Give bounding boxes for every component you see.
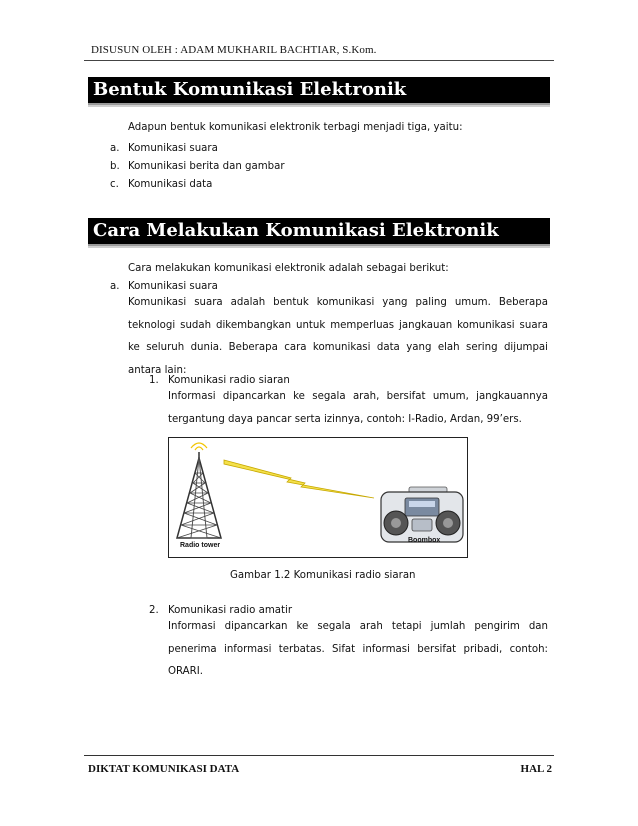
sublist-marker: 1. bbox=[149, 375, 159, 386]
sublist-item-text: Informasi dipancarkan ke segala arah, bersifat umum, jangkauannya tergantung daya pancar serta izinnya, contoh: I-Radio, Ardan, 99’ers. bbox=[168, 391, 548, 425]
boombox-icon bbox=[381, 487, 463, 542]
page-number: HAL 2 bbox=[520, 763, 552, 775]
list-marker: b. bbox=[110, 161, 120, 172]
list-item-title: Komunikasi suara bbox=[128, 281, 218, 292]
sublist-item-title: Komunikasi radio amatir bbox=[168, 605, 293, 616]
page-header-author: DISUSUN OLEH : ADAM MUKHARIL BACHTIAR, S.Kom. bbox=[91, 44, 377, 56]
sublist-item-text: Informasi dipancarkan ke segala arah tetapi jumlah pengirim dan penerima informasi terbatas. Sifat informasi bersifat pribadi, contoh: ORARI. bbox=[168, 621, 548, 677]
signal-bolt-icon bbox=[224, 460, 374, 498]
section-heading-cara bbox=[88, 218, 550, 246]
header-divider bbox=[84, 60, 554, 61]
section2-intro: Cara melakukan komunikasi elektronik adalah sebagai berikut: bbox=[128, 263, 449, 274]
list-marker: a. bbox=[110, 281, 120, 292]
footer-title: DIKTAT KOMUNIKASI DATA bbox=[88, 763, 240, 775]
boombox-label: Boombox bbox=[408, 537, 441, 544]
list-item: Komunikasi suara bbox=[128, 143, 218, 154]
sublist-item-title: Komunikasi radio siaran bbox=[168, 375, 290, 386]
footer-divider bbox=[84, 755, 554, 756]
section-heading-bentuk bbox=[88, 77, 550, 105]
list-marker: c. bbox=[110, 179, 119, 190]
figure-radio-broadcast bbox=[168, 437, 468, 558]
list-marker: a. bbox=[110, 143, 120, 154]
section-title: Bentuk Komunikasi Elektronik bbox=[93, 79, 407, 100]
list-item: Komunikasi berita dan gambar bbox=[128, 161, 285, 172]
radio-tower-icon bbox=[177, 443, 221, 538]
sublist-marker: 2. bbox=[149, 605, 159, 616]
section1-intro: Adapun bentuk komunikasi elektronik terbagi menjadi tiga, yaitu: bbox=[128, 122, 463, 133]
section-title: Cara Melakukan Komunikasi Elektronik bbox=[93, 220, 499, 241]
figure-caption: Gambar 1.2 Komunikasi radio siaran bbox=[230, 570, 416, 581]
tower-label: Radio tower bbox=[180, 542, 221, 549]
list-item: Komunikasi data bbox=[128, 179, 213, 190]
paragraph-komunikasi-suara: Komunikasi suara adalah bentuk komunikasi yang paling umum. Beberapa teknologi sudah dikembangkan untuk memperluas jangkauan komunikasi suara ke seluruh dunia. Beberapa cara komunikasi data yang elah sering dijumpai antara lain: bbox=[128, 297, 548, 376]
